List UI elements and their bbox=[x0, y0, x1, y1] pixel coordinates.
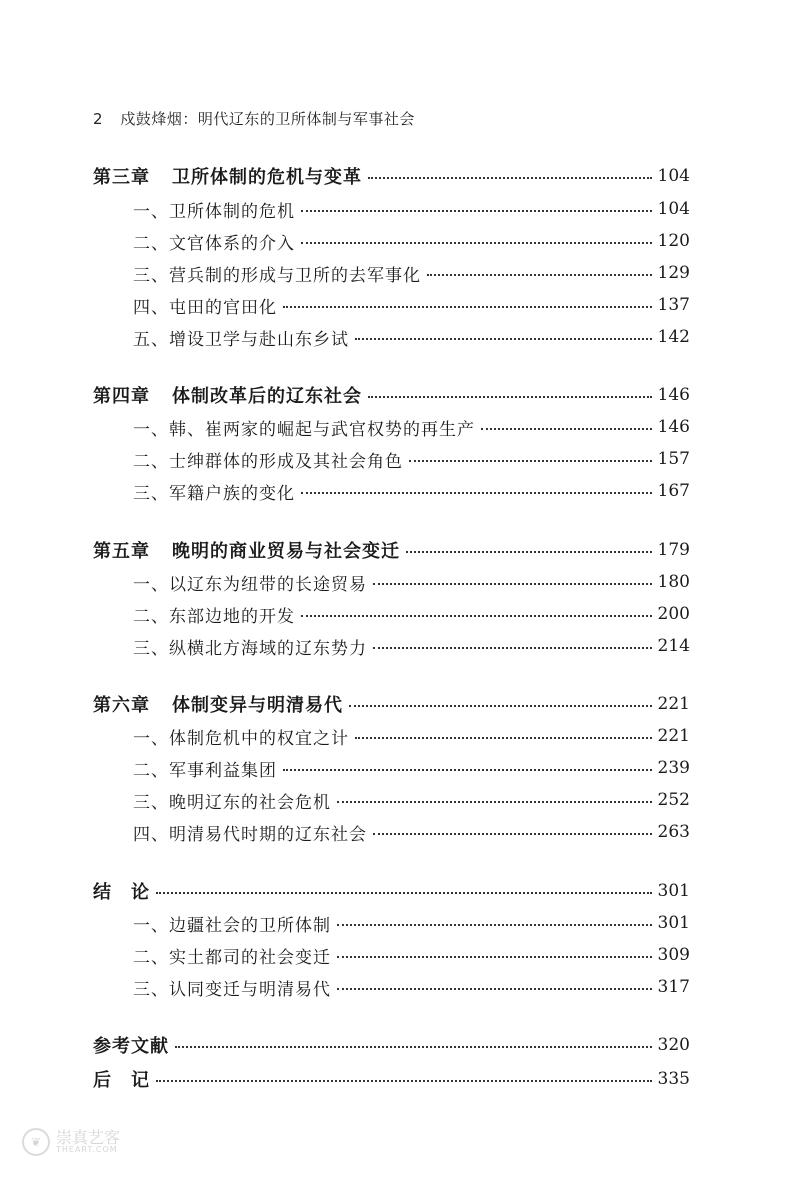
watermark-text: 崇真艺客 bbox=[56, 1128, 121, 1147]
dot-leader bbox=[301, 615, 652, 617]
section-title: 三、军籍户族的变化 bbox=[133, 483, 295, 504]
dot-leader bbox=[481, 428, 652, 430]
page-ref: 221 bbox=[657, 726, 690, 746]
page-ref: 104 bbox=[657, 199, 690, 219]
chapter-title: 晚明的商业贸易与社会变迁 bbox=[172, 541, 400, 562]
page-ref: 142 bbox=[657, 327, 690, 347]
page-ref: 214 bbox=[657, 636, 690, 656]
dot-leader bbox=[337, 956, 652, 958]
dot-leader bbox=[301, 210, 652, 212]
section-title: 三、认同变迁与明清易代 bbox=[133, 979, 331, 1000]
chapter-title: 卫所体制的危机与变革 bbox=[172, 167, 362, 188]
leaf-logo-icon: ❦ bbox=[22, 1128, 50, 1156]
dot-leader bbox=[373, 647, 652, 649]
page-ref: 179 bbox=[657, 540, 690, 560]
section-title: 一、体制危机中的权宜之计 bbox=[133, 728, 349, 749]
toc-chapter-3[interactable] bbox=[93, 161, 690, 191]
dot-leader bbox=[406, 551, 652, 553]
dot-leader bbox=[301, 242, 652, 244]
section-title: 二、文官体系的介入 bbox=[133, 233, 295, 254]
watermark bbox=[22, 1128, 120, 1156]
chapter-number: 第四章 bbox=[93, 386, 150, 407]
dot-leader bbox=[156, 892, 652, 894]
page-ref: 104 bbox=[657, 166, 690, 186]
page-ref: 263 bbox=[657, 822, 690, 842]
page-ref: 180 bbox=[657, 572, 690, 592]
page-ref: 137 bbox=[657, 295, 690, 315]
toc-section[interactable] bbox=[133, 972, 690, 1002]
section-title: 三、纵横北方海域的辽东势力 bbox=[133, 638, 367, 659]
page-ref: 317 bbox=[657, 977, 690, 997]
dot-leader bbox=[175, 1046, 652, 1048]
dot-leader bbox=[283, 769, 652, 771]
toc-section[interactable] bbox=[133, 817, 690, 847]
chapter-number: 第六章 bbox=[93, 695, 150, 716]
toc-section[interactable] bbox=[133, 631, 690, 661]
chapter-title: 体制改革后的辽东社会 bbox=[172, 386, 362, 407]
page-ref: 146 bbox=[657, 385, 690, 405]
toc-section[interactable] bbox=[133, 567, 690, 597]
dot-leader bbox=[301, 492, 652, 494]
section-title: 二、士绅群体的形成及其社会角色 bbox=[133, 451, 403, 472]
section-title: 二、东部边地的开发 bbox=[133, 606, 295, 627]
running-title: 戍鼓烽烟：明代辽东的卫所体制与军事社会 bbox=[120, 110, 415, 128]
toc-references[interactable] bbox=[93, 1030, 690, 1060]
page-ref: 301 bbox=[657, 881, 690, 901]
dot-leader bbox=[355, 338, 652, 340]
dot-leader bbox=[337, 801, 652, 803]
section-title: 二、实土都司的社会变迁 bbox=[133, 947, 331, 968]
watermark-subtext: THEART.COM bbox=[56, 1145, 118, 1154]
toc-section[interactable] bbox=[133, 444, 690, 474]
dot-leader bbox=[349, 705, 652, 707]
toc-section[interactable] bbox=[133, 226, 690, 256]
dot-leader bbox=[283, 306, 652, 308]
page-ref: 239 bbox=[657, 758, 690, 778]
dot-leader bbox=[373, 583, 652, 585]
toc-section[interactable] bbox=[133, 258, 690, 288]
toc-section[interactable] bbox=[133, 476, 690, 506]
toc-section[interactable] bbox=[133, 599, 690, 629]
section-title: 三、营兵制的形成与卫所的去军事化 bbox=[133, 265, 421, 286]
page-ref: 221 bbox=[657, 694, 690, 714]
chapter-title: 参考文献 bbox=[93, 1036, 169, 1057]
chapter-title: 体制变异与明清易代 bbox=[172, 695, 343, 716]
section-title: 一、卫所体制的危机 bbox=[133, 201, 295, 222]
toc-section[interactable] bbox=[133, 721, 690, 751]
running-header bbox=[93, 108, 415, 129]
page-ref: 320 bbox=[657, 1035, 690, 1055]
page-ref: 157 bbox=[657, 449, 690, 469]
chapter-title: 结 论 bbox=[93, 882, 150, 903]
toc-section[interactable] bbox=[133, 908, 690, 938]
toc-section[interactable] bbox=[133, 322, 690, 352]
dot-leader bbox=[373, 833, 652, 835]
page-ref: 120 bbox=[657, 231, 690, 251]
toc-chapter-6[interactable] bbox=[93, 689, 690, 719]
dot-leader bbox=[368, 177, 652, 179]
toc-conclusion[interactable] bbox=[93, 876, 690, 906]
dot-leader bbox=[337, 924, 652, 926]
dot-leader bbox=[156, 1080, 652, 1082]
toc-afterword[interactable] bbox=[93, 1064, 690, 1094]
section-title: 一、韩、崔两家的崛起与武官权势的再生产 bbox=[133, 419, 475, 440]
toc-section[interactable] bbox=[133, 753, 690, 783]
section-title: 四、明清易代时期的辽东社会 bbox=[133, 824, 367, 845]
dot-leader bbox=[427, 274, 652, 276]
page-ref: 252 bbox=[657, 790, 690, 810]
dot-leader bbox=[355, 737, 652, 739]
toc-chapter-5[interactable] bbox=[93, 535, 690, 565]
section-title: 三、晚明辽东的社会危机 bbox=[133, 792, 331, 813]
section-title: 二、军事利益集团 bbox=[133, 760, 277, 781]
section-title: 四、屯田的官田化 bbox=[133, 297, 277, 318]
page-ref: 129 bbox=[657, 263, 690, 283]
toc-section[interactable] bbox=[133, 290, 690, 320]
chapter-number: 第三章 bbox=[93, 167, 150, 188]
page-ref: 335 bbox=[657, 1069, 690, 1089]
toc-section[interactable] bbox=[133, 194, 690, 224]
page-ref: 301 bbox=[657, 913, 690, 933]
dot-leader bbox=[409, 460, 652, 462]
section-title: 一、以辽东为纽带的长途贸易 bbox=[133, 574, 367, 595]
page-ref: 167 bbox=[657, 481, 690, 501]
page-number: 2 bbox=[93, 110, 104, 128]
section-title: 五、增设卫学与赴山东乡试 bbox=[133, 329, 349, 350]
page-ref: 200 bbox=[657, 604, 690, 624]
dot-leader bbox=[337, 988, 652, 990]
toc-section[interactable] bbox=[133, 785, 690, 815]
chapter-number: 第五章 bbox=[93, 541, 150, 562]
section-title: 一、边疆社会的卫所体制 bbox=[133, 915, 331, 936]
toc-section[interactable] bbox=[133, 412, 690, 442]
dot-leader bbox=[368, 396, 652, 398]
toc-chapter-4[interactable] bbox=[93, 380, 690, 410]
page-ref: 146 bbox=[657, 417, 690, 437]
chapter-title: 后 记 bbox=[93, 1070, 150, 1091]
toc-section[interactable] bbox=[133, 940, 690, 970]
page-ref: 309 bbox=[657, 945, 690, 965]
